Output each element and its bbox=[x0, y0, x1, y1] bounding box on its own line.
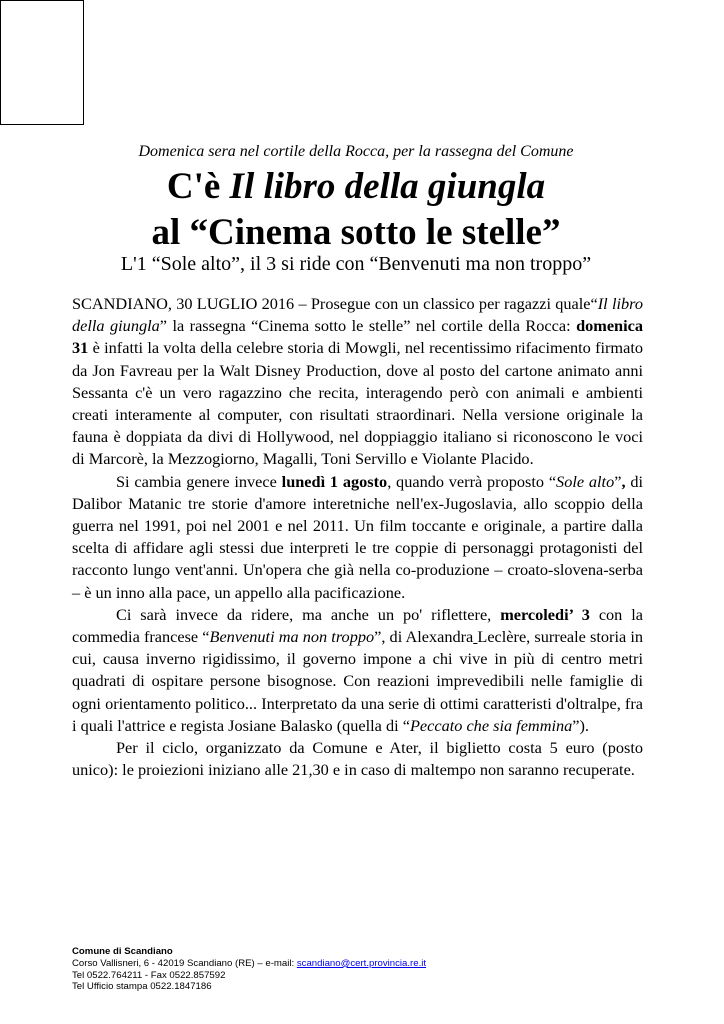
paragraph-2-text-b: , quando verrà proposto “ bbox=[387, 471, 557, 491]
paragraph-2 bbox=[72, 471, 643, 604]
footer-address-text: Corso Vallisneri, 6 - 42019 Scandiano (RE) – e-mail: bbox=[72, 957, 297, 969]
paragraph-1-film-title: Il libro della giungla bbox=[72, 294, 644, 336]
article-body bbox=[72, 293, 643, 781]
paragraph-1-text-b: ” la rassegna “Cinema sotto le stelle” nel cortile della Rocca: bbox=[159, 316, 577, 336]
paragraph-2-film-title: Sole alto bbox=[556, 471, 615, 491]
paragraph-1 bbox=[72, 293, 643, 471]
paragraph-3-film-title: Benvenuti ma non troppo bbox=[209, 627, 375, 647]
headline-movie-title: Il libro della giungla bbox=[229, 166, 546, 207]
paragraph-1-text-c: è infatti la volta della celebre storia di Mowgli, nel recentissimo rifacimento firmato da Jon Favreau per la Walt Disney Production, dove al posto del cartone animato anni Sessanta c'è un vero ragazzino che recita, interagendo però con animali e ambienti creati interamente al computer, con risultati straordinari. Nella versione originale la fauna è doppiata da divi di Hollywood, nel doppiaggio italiano si riconoscono le voci di Marcorè, la Mezzogiorno, Magalli, Toni Servillo e Violante Placido. bbox=[72, 338, 643, 469]
footer-phone: Tel 0522.764211 - Fax 0522.857592 bbox=[72, 969, 226, 981]
footer-address bbox=[72, 958, 672, 970]
logo-placeholder-box bbox=[0, 0, 84, 125]
paragraph-2-date: lunedì 1 agosto bbox=[281, 471, 388, 491]
paragraph-2-text-c: ” bbox=[614, 471, 622, 491]
footer-email-link[interactable]: scandiano@cert.provincia.re.it bbox=[296, 957, 427, 969]
paragraph-1-text-a: SCANDIANO, 30 LUGLIO 2016 – Prosegue con un classico per ragazzi quale“ bbox=[72, 294, 598, 313]
subtitle: L'1 “Sole alto”, il 3 si ride con “Benvenuti ma non troppo” bbox=[120, 253, 592, 275]
paragraph-3 bbox=[72, 604, 643, 737]
headline-line-2: al “Cinema sotto le stelle” bbox=[151, 212, 561, 253]
paragraph-4-text: Per il ciclo, organizzato da Comune e Ater, il biglietto costa 5 euro (posto unico): le proiezioni iniziano alle 21,30 e in caso di maltempo non saranno recuperate. bbox=[72, 738, 643, 780]
paragraph-3-text-a: Ci sarà invece da ridere, ma anche un po' riflettere, bbox=[116, 604, 501, 624]
paragraph-1-date: domenica 31 bbox=[72, 316, 643, 358]
paragraph-3-date: mercoledi’ 3 bbox=[500, 604, 590, 624]
footer-press-phone: Tel Ufficio stampa 0522.1847186 bbox=[72, 981, 212, 993]
paragraph-3-text-d: Leclère, surreale storia in cui, causa inverno rigidissimo, il governo impone a chi vive in più di centro metri quadrati di ospitare persone bisognose. Con reazioni imprevedibili nelle famiglie di ogni orientamento politico... Interpretato da una serie di ottimi caratteristi d'oltralpe, fra i quali l'attrice e regista Josiane Balasko (quella di “ bbox=[72, 627, 643, 735]
kicker: Domenica sera nel cortile della Rocca, per la rassegna del Comune bbox=[138, 143, 574, 160]
paragraph-3-film-title-2: Peccato che sia femmina bbox=[409, 715, 573, 735]
paragraph-4 bbox=[72, 737, 643, 781]
paragraph-3-text-c: ”, di Alexandra bbox=[374, 627, 474, 647]
footer-org-name: Comune di Scandiano bbox=[72, 946, 173, 957]
headline-prefix: C'è bbox=[166, 166, 230, 207]
footer bbox=[72, 946, 672, 993]
paragraph-3-text-e: ”). bbox=[572, 715, 589, 735]
paragraph-2-text-a: Si cambia genere invece bbox=[116, 471, 282, 491]
paragraph-2-text-d: di Dalibor Matanic tre storie d'amore interetniche nell'ex-Jugoslavia, allo scoppio della guerra nel 1991, poi nel 2001 e nel 2011. Un film toccante e originale, a partire dalla scelta di affidare agli stessi due interpreti le tre coppie di personaggi protagonisti del racconto lungo vent'anni. Un'opera che già nella co-produzione – croato-slovena-serba – è un inno alla pace, un appello alla pacificazione. bbox=[72, 471, 643, 602]
paragraph-2-bold-comma: , bbox=[621, 471, 626, 491]
headline-line-1 bbox=[0, 166, 712, 208]
paragraph-3-text-b: con la commedia francese “ bbox=[72, 604, 643, 647]
